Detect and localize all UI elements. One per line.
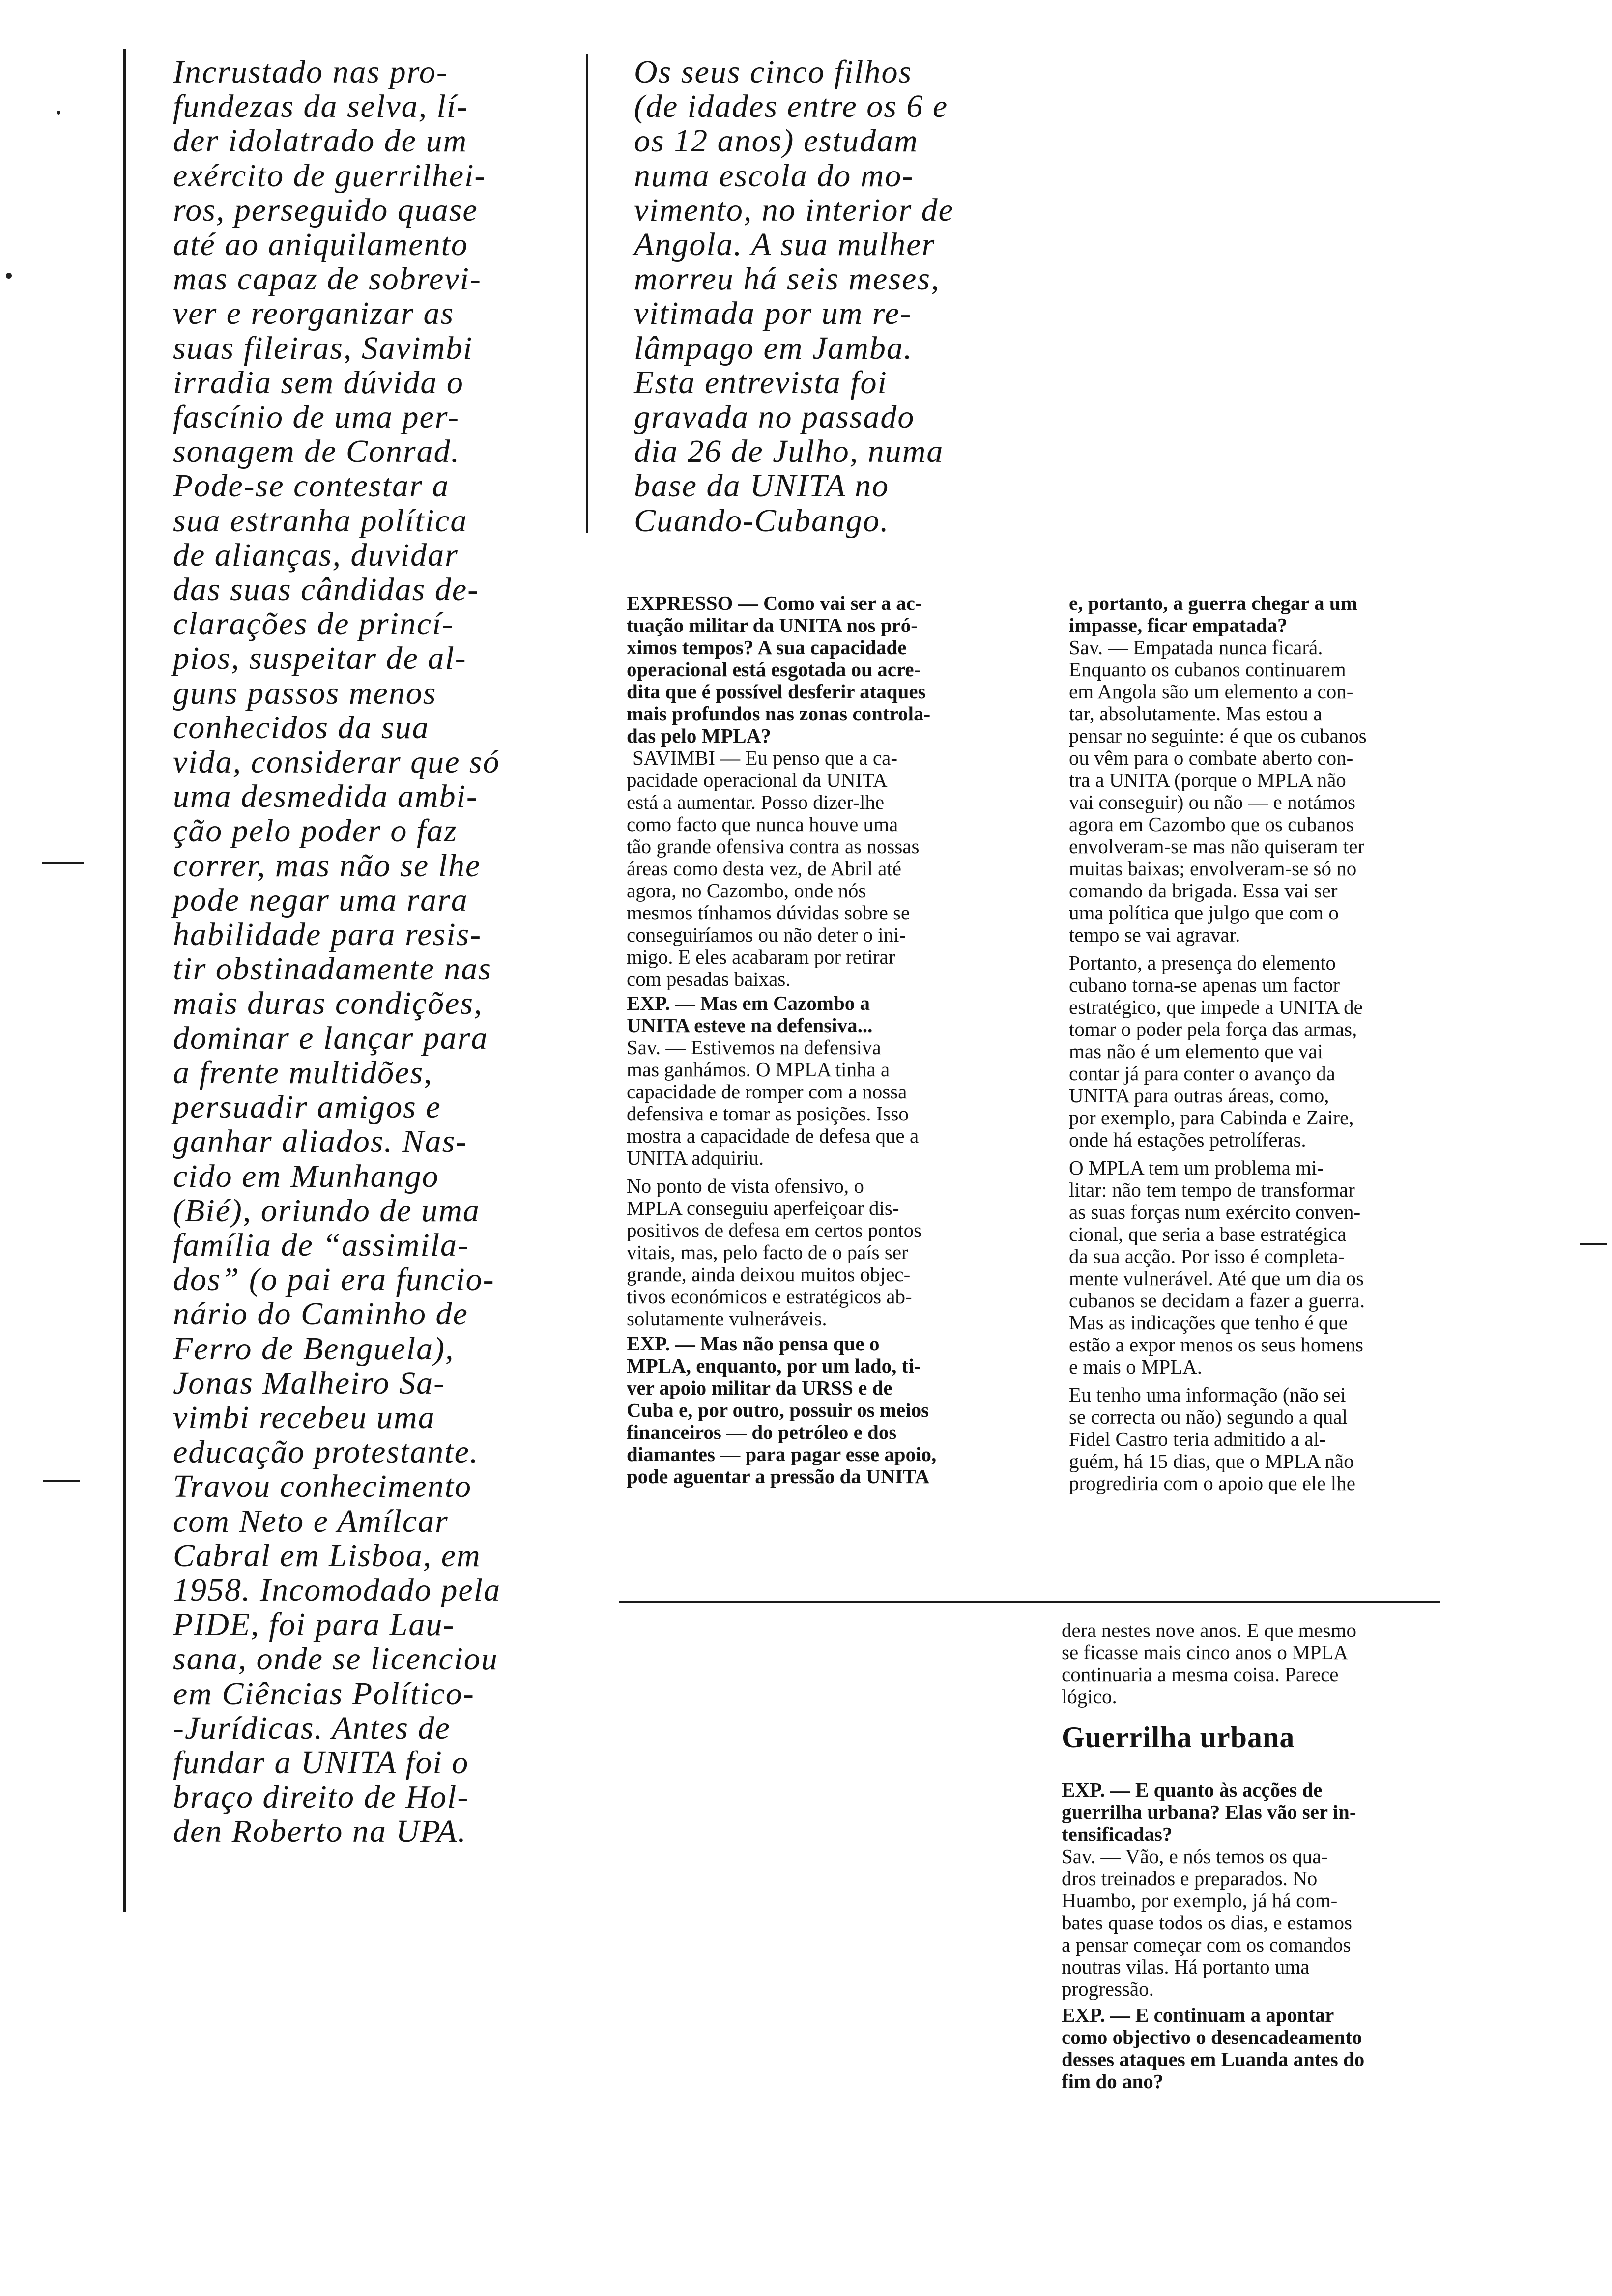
- answer-5: Portanto, a presença do elemento cubano torna-se apenas um factor estratégico, que impede a UNITA de tomar o poder pela força das armas, mas não é um elemento que vai contar já para conter o avanço da UNITA para outras áreas, como, por exemplo, para Cabinda e Zaire, onde há estações petrolíferas.: [1069, 951, 1363, 1151]
- answer-7: Eu tenho uma informação (não sei se correcta ou não) segundo a qual Fidel Castro teria admitido a al- guém, há 15 dias, que o MPLA não progrediria com o apoio que ele lhe: [1069, 1383, 1355, 1494]
- answer-2: Sav. — Estivemos na defensiva mas ganhámos. O MPLA tinha a capacidade de romper com a nossa defensiva e tomar as posições. Isso mostra a capacidade de defesa que a UNITA adquiriu.: [627, 1036, 919, 1169]
- subheading-guerrilha-urbana: Guerrilha urbana: [1062, 1721, 1295, 1753]
- intro-right-column: [634, 55, 1076, 538]
- intro-column-rule: [586, 54, 588, 533]
- answer-8: Sav. — Vão, e nós temos os qua- dros treinados e preparados. No Huambo, por exemplo, já há com- bates quase todos os dias, e estamos a pensar começar com os comandos noutras vilas. Há portanto uma progressão.: [1062, 1845, 1352, 2000]
- intro-left-column: [173, 55, 566, 1849]
- question-5: EXP. — E continuam a apontar como objectivo o desencadeamento desses ataques em Luanda antes do fim do ano?: [1062, 2004, 1365, 2093]
- question-4: EXP. — E quanto às acções de guerrilha urbana? Elas vão ser in- tensificadas?: [1062, 1779, 1356, 1845]
- answer-1: SAVIMBI — Eu penso que a ca- pacidade operacional da UNITA está a aumentar. Posso dizer-lhe como facto que nunca houve uma tão grande ofensiva contra as nossas áreas como desta vez, de Abril até agora, no Cazombo, onde nós mesmos tínhamos dúvidas sobre se conseguiríamos ou não deter o ini- migo. E eles acabaram por retirar com pesadas baixas.: [627, 746, 920, 990]
- answer-6: O MPLA tem um problema mi- litar: não tem tempo de transformar as suas forças num exército conven- cional, que seria a base estratégica da sua acção. Por isso é completa- mente vulnerável. Até que um dia os cubanos se decidam a fazer a guerra. Mas as indicações que tenho é que estão a expor menos os seus homens e mais o MPLA.: [1069, 1156, 1365, 1378]
- question-1: EXPRESSO — Como vai ser a ac- tuação militar da UNITA nos pró- ximos tempos? A sua capacidade operacional está esgotada ou acre- dita que é possível desferir ataques mais profundos nas zonas controla- das pelo MPLA?: [627, 592, 931, 747]
- answer-3: No ponto de vista ofensivo, o MPLA conseguiu aperfeiçoar dis- positivos de defesa em certos pontos vitais, mas, pelo facto de o país ser grande, ainda deixou muitos objec- tivos económicos e estratégicos ab- solutamente vulneráveis.: [627, 1175, 922, 1330]
- scan-mark: [42, 862, 84, 864]
- question-2: EXP. — Mas em Cazombo a UNITA esteve na defensiva...: [627, 992, 873, 1036]
- interview-column-a: [627, 592, 1020, 1488]
- scan-mark: [1580, 1243, 1607, 1245]
- scan-mark: [43, 1480, 80, 1482]
- intro-right-text: Os seus cinco filhos (de idades entre os 6 e os 12 anos) estudam numa escola do mo- vimento, no interior de Angola. A sua mulher morreu há seis meses, vitimada por um re- lâmpago em Jamba. Esta entrevista foi gravada no passado dia 26 de Julho, numa base da UNITA no Cuando-Cubango.: [634, 54, 954, 539]
- answer-7-continued: dera nestes nove anos. E que mesmo se ficasse mais cinco anos o MPLA continuaria a mesma coisa. Parece lógico.: [1062, 1619, 1357, 1708]
- question-3: EXP. — Mas não pensa que o MPLA, enquanto, por um lado, ti- ver apoio militar da URSS e de Cuba e, por outro, possuir os meios financeiros — do petróleo e dos diamantes — para pagar esse apoio, pode aguentar a pressão da UNITA: [627, 1332, 937, 1488]
- interview-column-b: [1069, 592, 1442, 1494]
- intro-left-text: Incrustado nas pro- fundezas da selva, lí- der idolatrado de um exército de guerrilhei- ros, perseguido quase até ao aniquilamento mas capaz de sobrevi- ver e reorganizar as suas fileiras, Savimbi irradia sem dúvida o fascínio de uma per- sonagem de Conrad. Pode-se contestar a sua estranha política de alianças, duvidar das suas cândidas de- clarações de princí- pios, suspeitar de al- guns passos menos conhecidos da sua vida, considerar que só uma desmedida ambi- ção pelo poder o faz correr, mas não se lhe pode negar uma rara habilidade para resis- tir obstinadamente nas mais duras condições, dominar e lançar para a frente multidões, persuadir amigos e ganhar aliados. Nas- cido em Munhango (Bié), oriundo de uma família de “assimila- dos” (o pai era funcio- nário do Caminho de Ferro de Benguela), Jonas Malheiro Sa- vimbi recebeu uma educação protestante. Travou conhecimento com Neto e Amílcar Cabral em Lisboa, em 1958. Incomodado pela PIDE, foi para Lau- sana, onde se licenciou em Ciências Político- -Jurídicas. Antes de fundar a UNITA foi o braço direito de Hol- den Roberto na UPA.: [173, 54, 501, 1850]
- scan-speck: [57, 111, 60, 115]
- scan-speck: [6, 273, 12, 279]
- answer-4: Sav. — Empatada nunca ficará. Enquanto os cubanos continuarem em Angola são um elemento a con- tar, absolutamente. Mas estou a pensar no seguinte: é que os cubanos ou vêm para o combate aberto con- tra a UNITA (porque o MPLA não vai conseguir) ou não — e notámos agora em Cazombo que os cubanos envolveram-se mas não quiseram ter muitas baixas; envolveram-se só no comando da brigada. Essa vai ser uma política que julgo que com o tempo se vai agravar.: [1069, 636, 1367, 946]
- interview-column-c: [1062, 1619, 1455, 2093]
- section-rule: [619, 1601, 1440, 1603]
- left-margin-rule: [123, 49, 126, 1912]
- question-3-continued: e, portanto, a guerra chegar a um impasse, ficar empatada?: [1069, 592, 1357, 636]
